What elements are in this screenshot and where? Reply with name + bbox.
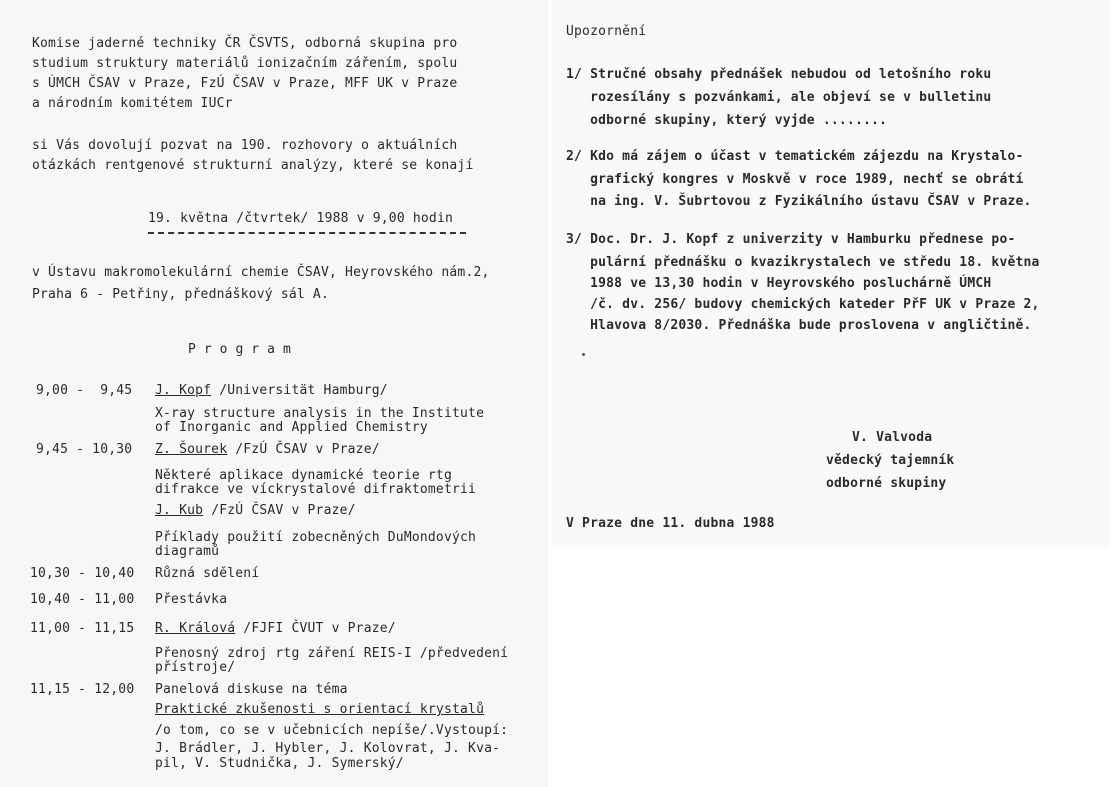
notice-line: 2/ Kdo má zájem o účast v tematickém zájezdu na Krystalo- [566,149,1024,164]
intro-line: studium struktury materiálů ionizačním zářením, spolu [32,56,458,71]
program-time: 9,00 - 9,45 [36,383,133,398]
speaker-affiliation: /Universität Hamburg/ [211,383,388,398]
venue-line: v Ústavu makromolekulární chemie ČSAV, Heyrovského nám.2, [32,265,490,280]
notice-line: rozesílány s pozvánkami, ale objeví se v bulletinu [566,90,992,105]
speaker-affiliation: /FzÚ ČSAV v Praze/ [227,442,380,457]
program-time: 11,00 - 11,15 [30,621,135,636]
place-date: V Praze dne 11. dubna 1988 [566,516,775,531]
program-title: Program [188,342,299,357]
speaker-affiliation: /FJFI ČVUT v Praze/ [235,621,396,636]
notice-heading: Upozornění [566,24,647,39]
notice-line: 1/ Stručné obsahy přednášek nebudou od letošního roku [566,67,992,82]
speaker-name: J. Kub [155,503,204,518]
notice-line: na ing. V. Šubrtovou z Fyzikálního ústavu ČSAV v Praze. [566,194,1032,209]
talk-title: X-ray structure analysis in the Institute [155,406,485,421]
program-speaker-line [155,503,356,519]
talk-title: of Inorganic and Applied Chemistry [155,420,428,435]
ink-dot [582,353,585,356]
talk-title: Přenosný zdroj rtg záření REIS-I /předvedení [155,646,509,661]
intro-line: s ÚMCH ČSAV v Praze, FzÚ ČSAV v Praze, MFF UK v Praze [32,76,458,91]
notice-line: pulární přednášku o kvazikrystalech ve středu 18. května [566,255,1040,270]
notice-line: 3/ Doc. Dr. J. Kopf z univerzity v Hamburku přednese po- [566,232,1016,247]
speaker-name: R. Králová [155,621,236,636]
notice-line: 1988 ve 13,30 hodin v Heyrovského posluchárně ÚMCH [566,276,992,291]
intro-line: Komise jaderné techniky ČR ČSVTS, odborná skupina pro [32,36,458,51]
program-item-text: Panelová diskuse na téma [155,682,348,697]
program-time: 9,45 - 10,30 [36,442,133,457]
talk-title: Některé aplikace dynamické teorie rtg [155,468,452,483]
speaker-name: Z. Šourek [155,442,228,457]
talk-title: Příklady použití zobecněných DuMondových [155,530,477,545]
program-item-text: Přestávka [155,592,228,607]
invite-line: si Vás dovolují pozvat na 190. rozhovory o aktuálních [32,138,458,153]
invite-line: otázkách rentgenové strukturní analýzy, které se konají [32,158,474,173]
program-item-text: Různá sdělení [155,566,260,581]
speaker-name: J. Kopf [155,383,212,398]
notice-line: grafický kongres v Moskvě v roce 1989, nechť se obrátí [566,172,1024,187]
notice-line: /č. dv. 256/ budovy chemických kateder PřF UK v Praze 2, [566,297,1040,312]
panel-topic: Praktické zkušenosti s orientací krystalů [155,702,485,717]
talk-title: diagramů [155,544,220,559]
signature-group: odborné skupiny [826,476,947,491]
program-speaker-line [155,621,396,637]
program-time: 10,30 - 10,40 [30,566,135,581]
talk-title: difrakce ve víckrystalové difraktometrii [155,482,477,497]
program-speaker-line [155,383,388,399]
panel-text: J. Brádler, J. Hybler, J. Kolovrat, J. Kva- [155,741,501,756]
speaker-affiliation: /FzÚ ČSAV v Praze/ [203,503,356,518]
intro-line: a národním komitétem IUCr [32,96,233,111]
panel-text: pil, V. Studnička, J. Symerský/ [155,756,404,771]
venue-line: Praha 6 - Petřiny, přednáškový sál A. [32,287,329,302]
date-underline [148,232,466,234]
signature-name: V. Valvoda [852,430,933,445]
meeting-date: 19. května /čtvrtek/ 1988 v 9,00 hodin [148,211,454,226]
notice-line: odborné skupiny, který vyjde ........ [566,113,888,128]
program-time: 11,15 - 12,00 [30,682,135,697]
program-time: 10,40 - 11,00 [30,592,135,607]
notice-line: Hlavova 8/2030. Přednáška bude proslovena v angličtině. [566,318,1032,333]
talk-title: přístroje/ [155,660,236,675]
panel-text: /o tom, co se v učebnicích nepíše/.Vystoupí: [155,723,509,738]
program-speaker-line [155,442,380,458]
signature-title: vědecký tajemník [826,453,955,468]
